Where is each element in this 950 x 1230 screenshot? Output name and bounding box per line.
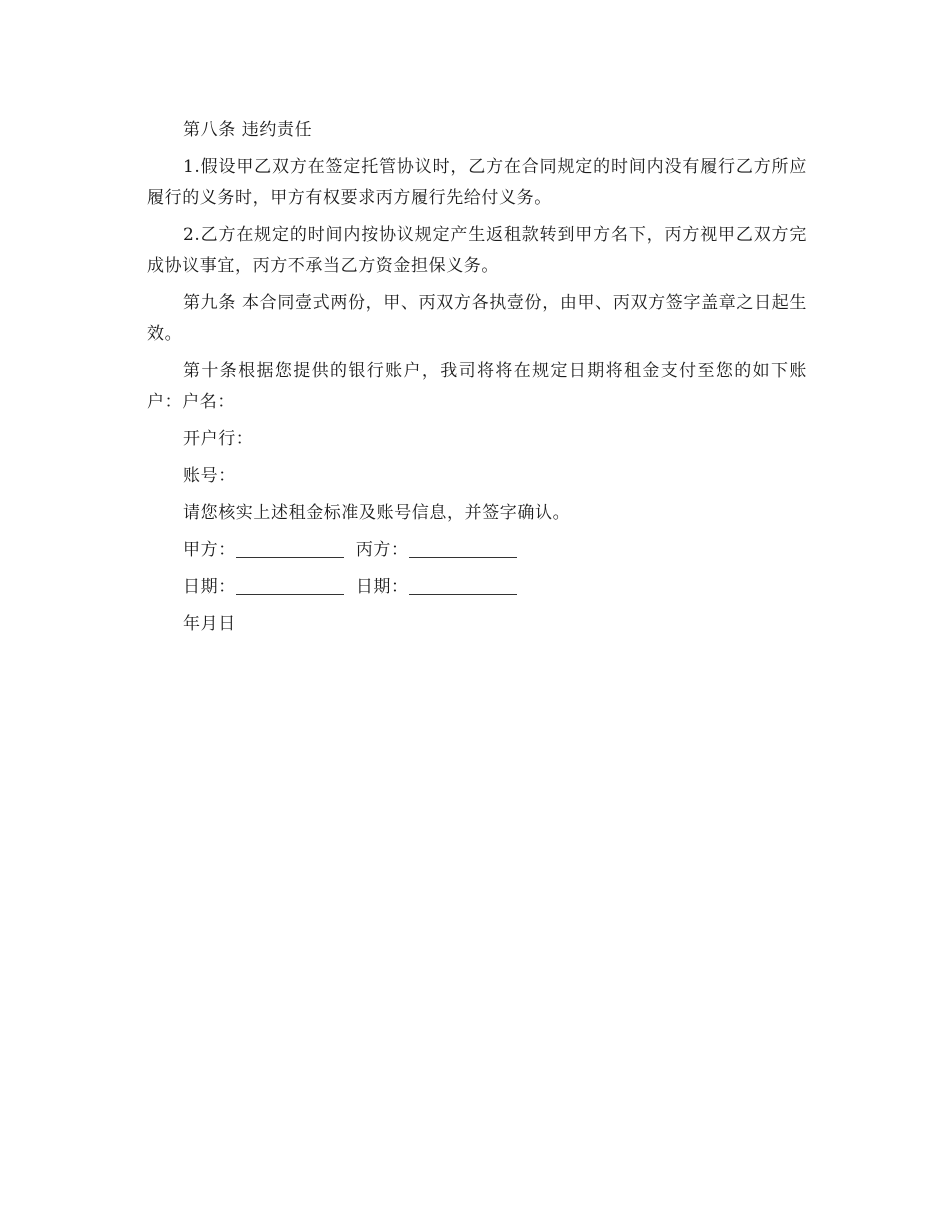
confirmation-text: 请您核实上述租金标准及账号信息，并签字确认。 [183, 503, 571, 523]
date-line-party-a [236, 593, 344, 595]
date-label-party-c: 日期： [355, 577, 409, 597]
party-c-label: 丙方： [355, 540, 409, 560]
date-row [147, 572, 807, 603]
party-a-label: 甲方： [183, 540, 236, 560]
article-10: 第十条根据您提供的银行账户，我司将将在规定日期将租金支付至您的如下账户：户名： [147, 361, 807, 412]
account-number-label: 账号： [183, 466, 236, 486]
article-8-title: 第八条 违约责任 [183, 120, 313, 140]
party-c-signature-line [409, 556, 517, 558]
date-line-party-c [409, 593, 517, 595]
party-a-signature-line [236, 556, 344, 558]
document-body [147, 115, 807, 646]
bank-name-label: 开户行： [183, 429, 254, 449]
signature-row [147, 535, 807, 566]
date-label-party-a: 日期： [183, 577, 236, 597]
article-9: 第九条 本合同壹式两份，甲、丙双方各执壹份，由甲、丙双方签字盖章之日起生效。 [147, 293, 807, 344]
article-8-item-2: 2.乙方在规定的时间内按协议规定产生返租款转到甲方名下，丙方视甲乙双方完成协议事宜，丙方不承当乙方资金担保义务。 [147, 225, 807, 276]
year-month-day: 年月日 [183, 614, 236, 634]
article-8-item-1: 1.假设甲乙双方在签定托管协议时，乙方在合同规定的时间内没有履行乙方所应履行的义务时，甲方有权要求丙方履行先给付义务。 [147, 157, 807, 208]
